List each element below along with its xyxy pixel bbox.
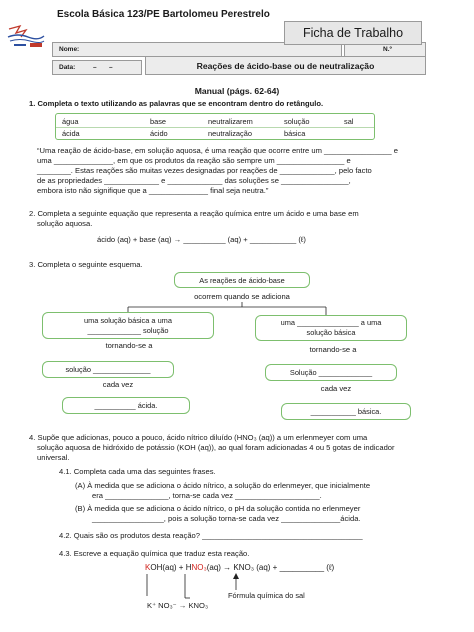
data-label: Data: <box>59 64 76 71</box>
q43-question: 4.3. Escreve a equação química que traduz esta reação. <box>59 549 250 558</box>
left-box-1-line-1: uma solução básica a uma <box>84 315 172 325</box>
q1-title: 1. Completa o texto utilizando as palavras que se encontram dentro do retângulo. <box>29 99 324 108</box>
scheme-top-box: As reações de ácido-base <box>174 272 310 288</box>
data-separator-2: – <box>109 64 113 71</box>
scheme-ocorrem: ocorrem quando se adiciona <box>194 292 290 301</box>
eq-part-1: OH(aq) + H <box>150 563 192 572</box>
q4-line-1: 4. Supõe que adicionas, pouco a pouco, ácido nítrico diluído (HNO₃ (aq)) a um erlenmeyer com uma <box>29 433 368 442</box>
q41-a-line-1: (A) À medida que se adiciona o ácido nítrico, a solução do erlenmeyer, que inicialmente <box>75 481 371 490</box>
q2-line-1: 2. Completa a seguinte equação que representa a reação química entre um ácido e uma base em <box>29 209 359 218</box>
scheme-right-box-3: ___________ básica. <box>281 403 411 420</box>
right-box-1-line-1: uma _______________ a uma <box>280 318 382 327</box>
q41-title: 4.1. Completa cada uma das seguintes frases. <box>59 467 216 476</box>
q4-line-3: universal. <box>37 453 70 462</box>
numero-label: N.º <box>383 46 392 53</box>
scheme-left-box-2: solução ______________ <box>42 361 174 378</box>
scheme-tornando-left: tornando-se a <box>105 341 153 350</box>
word-8: neutralização <box>208 129 252 138</box>
word-9: básica <box>284 129 306 138</box>
q4-line-2: solução aquosa de hidróxido de potássio (KOH (aq)), ao qual foram adicionadas 4 ou 5 gotas de indicador <box>37 443 395 452</box>
eq-part-2: (aq) → KNO₃ (aq) + __________ (ℓ) <box>206 563 335 572</box>
q1-text-line-1: “Uma reação de ácido-base, em solução aquosa, é uma reação que ocorre entre um ________________ e <box>37 146 398 155</box>
word-1: água <box>62 117 79 126</box>
q1-text-line-3: ________. Estas reações são muitas vezes designadas por reações de _____________, pelo facto <box>37 166 372 175</box>
ficha-title: Ficha de Trabalho <box>284 21 422 45</box>
q1-text-line-4: de as propriedades _____________ e _____________ das soluções se ________________, <box>37 176 351 185</box>
q1-text-line-2: uma ______________, em que os produtos da reação são sempre um ________________ e <box>37 156 351 165</box>
q1-text-line-5: embora isto não signifique que a ______________ final seja neutra.” <box>37 186 269 195</box>
word-3: neutralizarem <box>208 117 253 126</box>
word-6: ácida <box>62 129 80 138</box>
word-4: solução <box>284 117 310 126</box>
q42-question: 4.2. Quais são os produtos desta reação? ______________________________________ <box>59 531 363 540</box>
scheme-cada-vez-right: cada vez <box>320 384 352 393</box>
topic-title: Reações de ácido-base ou de neutralização <box>196 61 375 71</box>
q2-equation: ácido (aq) + base (aq) → __________ (aq) + ___________ (ℓ) <box>97 235 306 244</box>
manual-reference: Manual (págs. 62-64) <box>194 86 280 96</box>
q43-ion-equation: K⁺ NO₃⁻ → KNO₃ <box>147 601 209 610</box>
q43-formula-label: Fórmula química do sal <box>228 591 305 600</box>
right-box-1-line-2: solução básica <box>306 328 356 337</box>
school-name: Escola Básica 123/PE Bartolomeu Perestrelo <box>57 9 270 20</box>
eq-potassium: K <box>145 563 151 572</box>
scheme-tornando-right: tornando-se a <box>309 345 357 354</box>
data-separator-1: – <box>93 64 97 71</box>
q41-b-line-2: _________________, pois a solução torna-se cada vez ______________ácida. <box>92 514 361 523</box>
word-2: base <box>150 117 167 126</box>
left-box-1-line-2: _____________ solução <box>87 325 169 335</box>
nome-label: Nome: <box>59 46 80 53</box>
word-5: sal <box>344 117 354 126</box>
q41-b-line-1: (B) À medida que se adiciona o ácido nítrico, o pH da solução contida no erlenmeyer <box>75 504 361 513</box>
scheme-left-box-3: __________ ácida. <box>62 397 190 414</box>
word-7: ácido <box>150 129 168 138</box>
eq-nitrate: NO₃ <box>191 563 207 572</box>
q3-title: 3. Completa o seguinte esquema. <box>29 260 143 269</box>
scheme-right-box-2: Solução _____________ <box>265 364 397 381</box>
q2-line-2: solução aquosa. <box>37 219 93 228</box>
q41-a-line-2: era _______________, torna-se cada vez ____________________. <box>92 491 322 500</box>
scheme-cada-vez-left: cada vez <box>102 380 134 389</box>
